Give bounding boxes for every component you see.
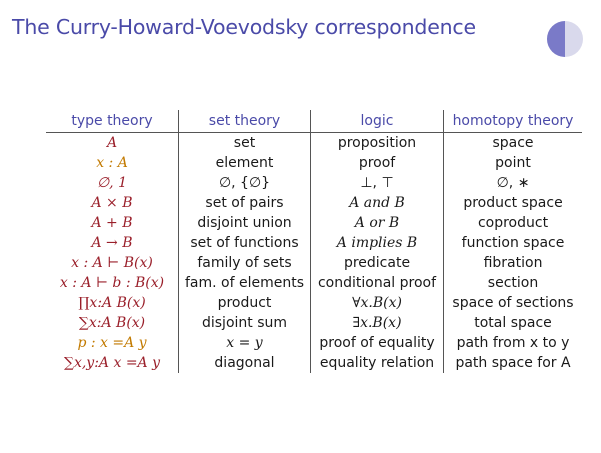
logic-cell: predicate bbox=[311, 253, 444, 273]
logic-cell: proof bbox=[311, 153, 444, 173]
table-row bbox=[46, 253, 582, 273]
set-cell: fam. of elements bbox=[179, 273, 311, 293]
type-cell: x : A ⊢ b : B(x) bbox=[59, 275, 165, 291]
half-circle-logo-icon bbox=[546, 20, 584, 58]
logic-cell: ∃x.B(x) bbox=[311, 313, 444, 333]
homotopy-cell: ∅, ∗ bbox=[444, 173, 583, 193]
homotopy-cell: product space bbox=[444, 193, 583, 213]
set-cell: family of sets bbox=[179, 253, 311, 273]
table-row bbox=[46, 313, 582, 333]
table-row bbox=[46, 273, 582, 293]
correspondence-table bbox=[46, 110, 582, 373]
slide-title: The Curry-Howard-Voevodsky correspondence bbox=[12, 15, 476, 39]
header-type-theory: type theory bbox=[46, 110, 179, 133]
homotopy-cell: coproduct bbox=[444, 213, 583, 233]
table-row bbox=[46, 353, 582, 373]
set-cell: disjoint sum bbox=[179, 313, 311, 333]
type-cell: A + B bbox=[91, 215, 133, 231]
homotopy-cell: function space bbox=[444, 233, 583, 253]
type-cell: x : A bbox=[96, 155, 128, 171]
set-cell: product bbox=[179, 293, 311, 313]
homotopy-cell: point bbox=[444, 153, 583, 173]
set-cell: ∅, {∅} bbox=[179, 173, 311, 193]
homotopy-cell: section bbox=[444, 273, 583, 293]
table-row bbox=[46, 153, 582, 173]
type-cell: ∑x:A B(x) bbox=[78, 315, 146, 331]
set-cell: element bbox=[179, 153, 311, 173]
header-logic: logic bbox=[311, 110, 444, 133]
homotopy-cell: total space bbox=[444, 313, 583, 333]
set-cell: disjoint union bbox=[179, 213, 311, 233]
logic-cell: ∀x.B(x) bbox=[311, 293, 444, 313]
table-row bbox=[46, 133, 582, 154]
type-cell: x : A ⊢ B(x) bbox=[71, 255, 153, 271]
table-row bbox=[46, 193, 582, 213]
type-cell: A → B bbox=[91, 235, 133, 251]
logic-cell: proof of equality bbox=[311, 333, 444, 353]
set-cell: x = y bbox=[179, 333, 311, 353]
header-homotopy-theory: homotopy theory bbox=[444, 110, 583, 133]
table-row bbox=[46, 173, 582, 193]
table-row bbox=[46, 233, 582, 253]
type-cell: p : x =A y bbox=[77, 335, 147, 351]
homotopy-cell: space of sections bbox=[444, 293, 583, 313]
set-cell: set bbox=[179, 133, 311, 154]
logic-cell: A or B bbox=[311, 213, 444, 233]
table-header-row bbox=[46, 110, 582, 133]
table-row bbox=[46, 293, 582, 313]
type-cell: A bbox=[106, 135, 118, 151]
type-cell: ∅, 1 bbox=[96, 175, 127, 191]
homotopy-cell: space bbox=[444, 133, 583, 154]
logic-cell: A implies B bbox=[311, 233, 444, 253]
homotopy-cell: fibration bbox=[444, 253, 583, 273]
logic-cell: A and B bbox=[311, 193, 444, 213]
set-cell: set of pairs bbox=[179, 193, 311, 213]
homotopy-cell: path space for A bbox=[444, 353, 583, 373]
logic-cell: proposition bbox=[311, 133, 444, 154]
logic-cell: equality relation bbox=[311, 353, 444, 373]
logic-cell: ⊥, ⊤ bbox=[311, 173, 444, 193]
type-cell: A × B bbox=[91, 195, 133, 211]
table-row bbox=[46, 213, 582, 233]
table-row bbox=[46, 333, 582, 353]
homotopy-cell: path from x to y bbox=[444, 333, 583, 353]
set-cell: set of functions bbox=[179, 233, 311, 253]
type-cell: ∑x,y:A x =A y bbox=[63, 355, 161, 371]
type-cell: ∏x:A B(x) bbox=[78, 295, 146, 311]
set-cell: diagonal bbox=[179, 353, 311, 373]
header-set-theory: set theory bbox=[179, 110, 311, 133]
logic-cell: conditional proof bbox=[311, 273, 444, 293]
